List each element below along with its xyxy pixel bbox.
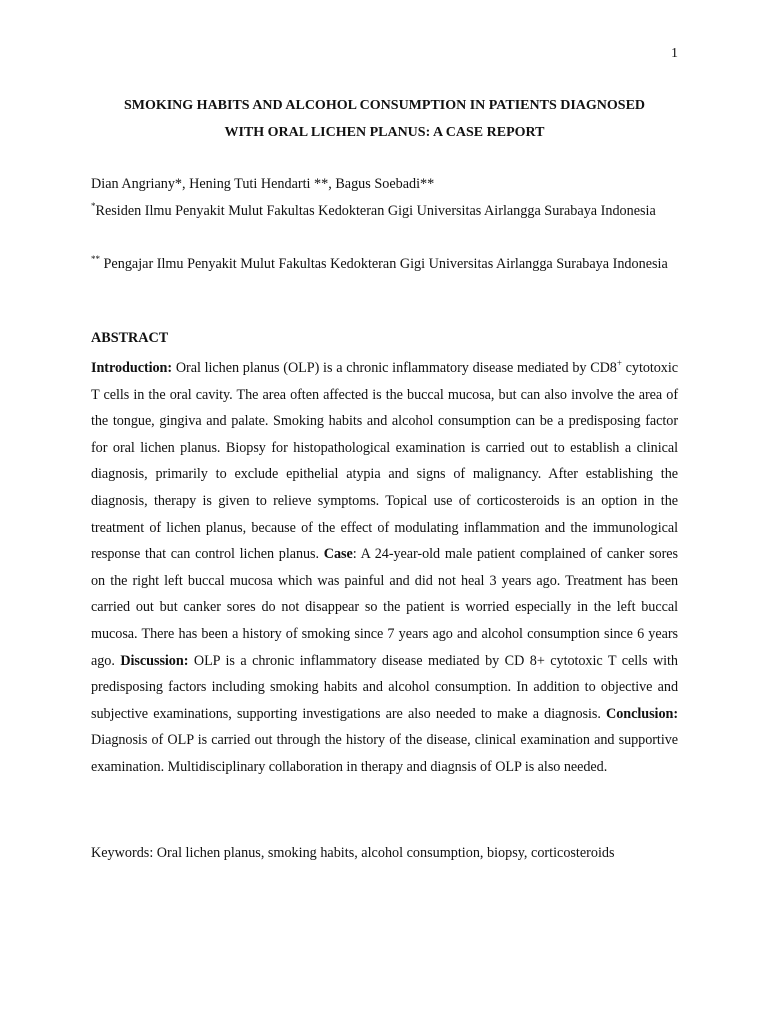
affiliation-1-mark: * (91, 201, 96, 211)
paper-title (91, 92, 678, 146)
affiliation-1 (91, 198, 678, 225)
case-label: Case (323, 546, 353, 563)
abstract-heading: ABSTRACT (91, 330, 169, 346)
keywords-line: Keywords: Oral lichen planus, smoking habits, alcohol consumption, biopsy, corticosteroids (91, 845, 615, 861)
case-text: : A 24-year-old male patient complained of canker sores on the right left buccal mucosa which was painful and did not heal 3 years ago. Treatment has been carried out but canker sores do not disappear so the patient is worried especially in the left buccal mucosa. There has been a history of smoking since 7 years ago and alcohol consumption since 6 years ago. (91, 546, 678, 669)
introduction-label: Introduction: (91, 360, 173, 376)
discussion-text: OLP is a chronic inflammatory disease mediated by CD 8+ cytotoxic T cells with predisposing factors including smoking habits and alcohol consumption. In addition to objective and subjective examinations, supporting investigations are also needed to make a diagnosis. (91, 652, 678, 722)
affiliation-2 (91, 251, 678, 278)
affiliation-2-text: Pengajar Ilmu Penyakit Mulut Fakultas Kedokteran Gigi Universitas Airlangga Surabaya Indonesia (100, 256, 668, 272)
page-number: 1 (671, 46, 678, 61)
conclusion-label: Conclusion: (606, 705, 678, 722)
discussion-label: Discussion: (120, 652, 189, 669)
abstract-body (91, 355, 678, 781)
author-list: Dian Angriany*, Hening Tuti Hendarti **, Bagus Soebadi** (91, 176, 435, 192)
conclusion-text: Diagnosis of OLP is carried out through the history of the disease, clinical examination and supportive examination. Multidisciplinary collaboration in therapy and diagnsis of OLP is also needed. (91, 732, 678, 775)
cd8-superscript: + (616, 358, 622, 368)
introduction-text-b: cytotoxic T cells in the oral cavity. The area often affected is the buccal mucosa, but can also involve the area of the tongue, gingiva and palate. Smoking habits and alcohol consumption can be a predisposing factor for oral lichen planus. Biopsy for histopathological examination is carried out to establish a clinical diagnosis, primarily to exclude epithelial atypia and signs of malignancy. After establishing the diagnosis, therapy is given to relieve symptoms. Topical use of corticosteroids is an option in the treatment of lichen planus, because of the effect of modulating inflammation and the immunological response that can control lichen planus. (91, 360, 678, 563)
title-line-1: SMOKING HABITS AND ALCOHOL CONSUMPTION IN PATIENTS DIAGNOSED (123, 98, 646, 113)
affiliation-1-text: Residen Ilmu Penyakit Mulut Fakultas Kedokteran Gigi Universitas Airlangga Surabaya Indonesia (95, 203, 656, 219)
affiliation-2-mark: ** (91, 254, 100, 264)
title-line-2: WITH ORAL LICHEN PLANUS: A CASE REPORT (224, 125, 545, 140)
introduction-text-a: Oral lichen planus (OLP) is a chronic inflammatory disease mediated by CD8 (172, 360, 617, 376)
